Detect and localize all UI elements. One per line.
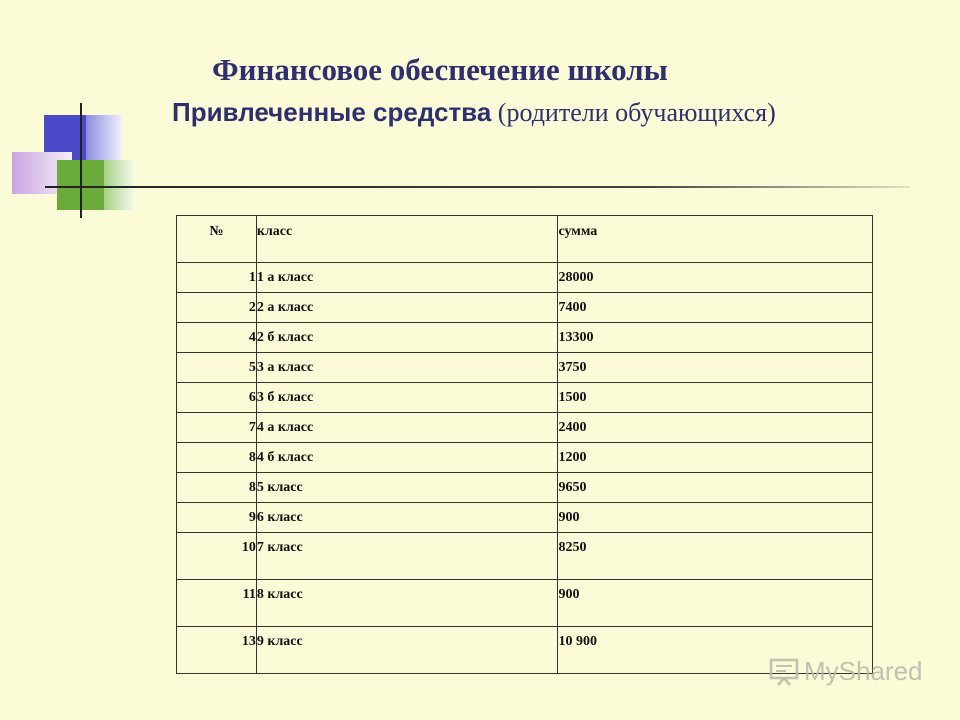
table-row (177, 473, 873, 503)
cell-class: 4 б класс (256, 443, 558, 473)
cell-class: 1 а класс (256, 263, 558, 293)
title-divider-line (45, 186, 910, 188)
decor-green-gradient (104, 160, 134, 210)
cell-num: 1 (177, 263, 257, 293)
table-row (177, 443, 873, 473)
cell-num: 9 (177, 503, 257, 533)
cell-num: 8 (177, 473, 257, 503)
cell-class: 9 класс (256, 627, 558, 674)
cell-sum: 1200 (558, 443, 873, 473)
table-row (177, 533, 873, 580)
cell-class: 4 а класс (256, 413, 558, 443)
watermark-text: MyShared (804, 655, 923, 686)
funds-table (176, 215, 873, 674)
cell-num: 13 (177, 627, 257, 674)
cell-class: 2 б класс (256, 323, 558, 353)
header-sum: сумма (558, 216, 873, 263)
cell-num: 7 (177, 413, 257, 443)
header-class: класс (256, 216, 558, 263)
table-row (177, 293, 873, 323)
cell-sum: 13300 (558, 323, 873, 353)
watermark (768, 655, 923, 687)
cell-num: 11 (177, 580, 257, 627)
cell-sum: 900 (558, 503, 873, 533)
cell-sum: 9650 (558, 473, 873, 503)
table-header-row (177, 216, 873, 263)
cell-num: 6 (177, 383, 257, 413)
table-row (177, 353, 873, 383)
cell-sum: 8250 (558, 533, 873, 580)
cell-class: 8 класс (256, 580, 558, 627)
cell-sum: 28000 (558, 263, 873, 293)
presentation-board-icon (768, 655, 800, 687)
cell-sum: 7400 (558, 293, 873, 323)
cell-num: 4 (177, 323, 257, 353)
table-row (177, 323, 873, 353)
cell-class: 5 класс (256, 473, 558, 503)
table-row (177, 503, 873, 533)
header-num: № (177, 216, 257, 263)
cell-sum: 2400 (558, 413, 873, 443)
cell-sum: 3750 (558, 353, 873, 383)
cell-sum: 900 (558, 580, 873, 627)
cell-sum: 1500 (558, 383, 873, 413)
subtitle-bold: Привлеченные средства (172, 97, 492, 127)
table-row (177, 263, 873, 293)
cell-num: 10 (177, 533, 257, 580)
cell-num: 5 (177, 353, 257, 383)
table-row (177, 580, 873, 627)
decor-vertical-line (80, 103, 82, 218)
cell-num: 2 (177, 293, 257, 323)
cell-class: 3 б класс (256, 383, 558, 413)
cell-sum: 10 900 (558, 627, 873, 674)
cell-class: 2 а класс (256, 293, 558, 323)
cell-class: 3 а класс (256, 353, 558, 383)
cell-class: 7 класс (256, 533, 558, 580)
table-row (177, 383, 873, 413)
cell-num: 8 (177, 443, 257, 473)
slide-title: Финансовое обеспечение школы (212, 52, 668, 87)
table-row (177, 413, 873, 443)
cell-class: 6 класс (256, 503, 558, 533)
subtitle-normal: (родители обучающихся) (491, 98, 776, 127)
decor-green-square (57, 160, 107, 210)
slide-subtitle (172, 92, 812, 133)
